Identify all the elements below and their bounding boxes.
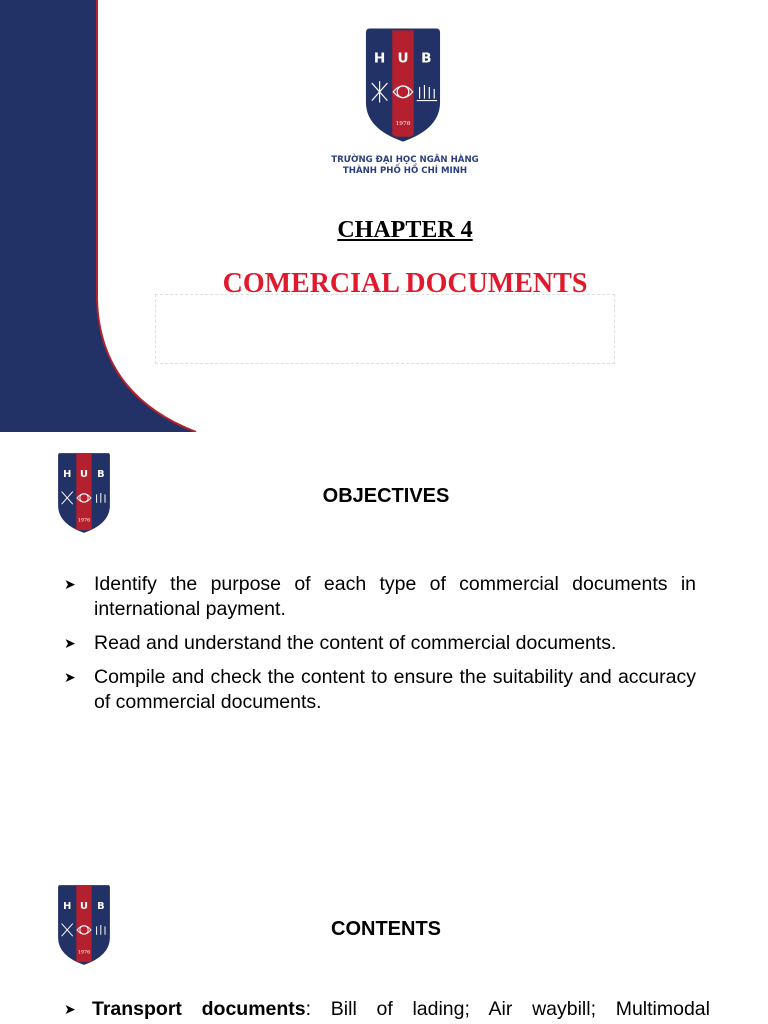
logo-letter-b: B	[97, 468, 105, 480]
logo-letter-b: B	[97, 900, 105, 912]
university-name-line2: THÀNH PHỐ HỒ CHÍ MINH	[342, 166, 468, 176]
navy-side-panel	[0, 0, 200, 432]
logo-letter-u: U	[397, 50, 409, 67]
arrowhead-bullet-icon: ➤	[64, 576, 76, 592]
arrowhead-bullet-icon: ➤	[64, 669, 76, 685]
logo-letter-b: B	[421, 50, 432, 67]
logo-year: 1976	[395, 120, 411, 127]
contents-item-text: : Bill of lading; Air waybill; Multimodal	[305, 998, 710, 1020]
arrowhead-bullet-icon: ➤	[64, 635, 76, 651]
chapter-heading: CHAPTER 4	[337, 217, 473, 243]
list-item	[62, 997, 710, 1022]
list-item: ➤ Read and understand the content of commercial documents.	[64, 632, 617, 654]
logo-letter-h: H	[373, 50, 386, 67]
logo-year: 1976	[77, 517, 91, 524]
list-item: ➤ Identify the purpose of each type of commercial documents in international payment.	[64, 573, 696, 620]
arrowhead-bullet-icon: ➤	[64, 1001, 76, 1017]
logo-letter-h: H	[63, 468, 72, 480]
title-slide	[0, 0, 768, 432]
contents-slide	[0, 866, 768, 1024]
logo-letter-u: U	[80, 900, 88, 912]
logo-letter-u: U	[80, 468, 88, 480]
objectives-heading: OBJECTIVES	[322, 485, 450, 507]
empty-placeholder-box	[155, 294, 615, 364]
document-title: COMERCIAL DOCUMENTS	[222, 268, 588, 299]
university-name-line1: TRƯỜNG ĐẠI HỌC NGÂN HÀNG	[331, 155, 479, 165]
contents-heading: CONTENTS	[331, 918, 441, 940]
hub-logo	[364, 26, 442, 144]
logo-letter-h: H	[63, 900, 72, 912]
university-name	[290, 155, 520, 177]
logo-year: 1976	[77, 949, 91, 956]
list-item: ➤ Compile and check the content to ensure the suitability and accuracy of commercial documents.	[64, 666, 696, 713]
contents-item-bold: Transport documents	[92, 998, 306, 1020]
objectives-slide	[0, 432, 768, 866]
objectives-list	[62, 572, 696, 724]
